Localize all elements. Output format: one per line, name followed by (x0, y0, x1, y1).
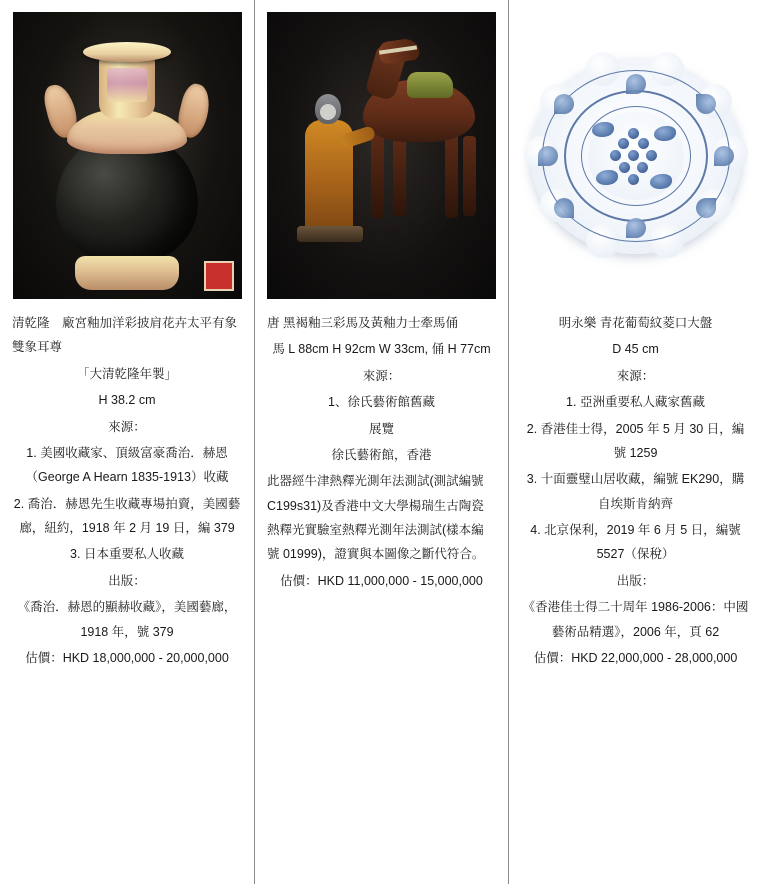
lot-1-line-8: 出版： (108, 573, 146, 588)
lot-2-line-7: 此器經牛津熱釋光測年法測試(測試編號 C199s31)及香港中文大學楊瑞生古陶瓷熱釋光實驗室熱釋光測年法測試(樣本編號 01999)，證實與本圖像之斷代符合。 (267, 474, 485, 562)
lot-1-estimate: 估價：HKD 18,000,000 - 20,000,000 (25, 650, 229, 665)
lot-3-estimate: 估價：HKD 22,000,000 - 28,000,000 (533, 650, 738, 665)
grape-berry (638, 138, 649, 149)
lot-3-line-2: D 45 cm (612, 342, 659, 357)
lot-3-line-7: 4. 北京保利，2019 年 6 月 5 日，編號 5527（保稅） (530, 523, 741, 562)
lot-1-line-1: 清乾隆 廠宮釉加洋彩披肩花卉太平有象雙象耳尊 (12, 316, 238, 355)
lot-3-line-4: 1. 亞洲重要私人藏家舊藏 (566, 395, 705, 410)
lot-2-description (267, 311, 496, 593)
lot-1-line-7: 3. 日本重要私人收藏 (70, 547, 184, 562)
grape-leaf (596, 170, 618, 185)
lot-1-line-3: H 38.2 cm (98, 393, 156, 408)
grape-leaf (592, 122, 614, 137)
grape-leaf (654, 126, 676, 141)
horse-saddle (407, 72, 453, 98)
floral-motif (714, 146, 734, 166)
grape-berry (628, 174, 639, 185)
lot-3-image (521, 12, 750, 299)
lot-1-line-5: 1. 美國收藏家、頂級富豪喬治．赫恩（George A Hearn 1835-1913）收藏 (25, 445, 229, 485)
plate-illustration (530, 58, 742, 254)
lot-column-2 (254, 0, 508, 884)
horse-leg (371, 132, 384, 218)
floral-motif (626, 74, 646, 94)
floral-motif (626, 218, 646, 238)
grape-berry (637, 162, 648, 173)
lot-2-line-5: 展覽 (368, 421, 394, 436)
lot-2-image (267, 12, 496, 299)
lot-3-line-9: 《香港佳士得二十周年 1986-2006：中國藝術品精選》，2006 年，頁 62 (522, 600, 749, 639)
floral-motif (554, 198, 574, 218)
groom-figure-face (320, 104, 336, 120)
lot-column-1 (0, 0, 254, 884)
horse-leg (393, 136, 406, 216)
horse-leg (445, 132, 458, 218)
lot-1-image (13, 12, 242, 299)
grape-berry (618, 138, 629, 149)
lot-3-line-3: 來源： (616, 368, 655, 383)
vase-neck (99, 56, 155, 118)
floral-motif (554, 94, 574, 114)
vase-foot (75, 256, 179, 290)
lot-3-line-6: 3. 十面靈璧山居收藏，編號 EK290，購自埃斯肯納齊 (526, 472, 745, 511)
lot-3-line-1: 明永樂 青花葡萄紋菱口大盤 (558, 316, 713, 330)
horse-leg (463, 136, 476, 216)
floral-motif (696, 198, 716, 218)
grape-berry (619, 162, 630, 173)
lot-column-3 (508, 0, 762, 884)
vase-mouth (83, 42, 171, 62)
lot-2-estimate: 估價：HKD 11,000,000 - 15,000,000 (280, 573, 483, 588)
grape-berry (628, 128, 639, 139)
lot-1-line-6: 2. 喬治．赫恩先生收藏專場拍賣，美國藝廊，紐約，1918 年 2 月 19 日，編 379 (13, 496, 241, 535)
lot-1-description (12, 311, 242, 670)
lot-2-line-2: 馬 L 88cm H 92cm W 33cm, 俑 H 77cm (272, 342, 491, 357)
lot-2-line-3: 來源： (362, 368, 401, 383)
floral-motif (538, 146, 558, 166)
grape-berry (628, 150, 639, 161)
red-seal-icon (204, 261, 234, 291)
floral-motif (696, 94, 716, 114)
lot-2-line-6: 徐氏藝術館，香港 (331, 447, 432, 462)
lot-3-description (521, 311, 750, 670)
vase-illustration (13, 12, 242, 299)
figure-base (297, 226, 363, 242)
lot-1-line-2: 「大清乾隆年製」 (76, 366, 177, 381)
lot-1-line-4: 來源： (108, 419, 146, 434)
lot-3-line-5: 2. 香港佳士得，2005 年 5 月 30 日，編號 1259 (526, 421, 745, 460)
lot-2-line-4: 1、徐氏藝術館舊藏 (328, 395, 435, 410)
plate-center-medallion (588, 112, 684, 200)
grape-berry (646, 150, 657, 161)
grape-leaf (650, 174, 672, 189)
grape-berry (610, 150, 621, 161)
lot-1-line-9: 《喬治．赫恩的顯赫收藏》，美國藝廊，1918 年，號 379 (17, 600, 237, 639)
lot-2-line-1: 唐 黑褐釉三彩馬及黃釉力士牽馬俑 (267, 316, 458, 330)
lot-3-line-8: 出版： (616, 573, 655, 588)
